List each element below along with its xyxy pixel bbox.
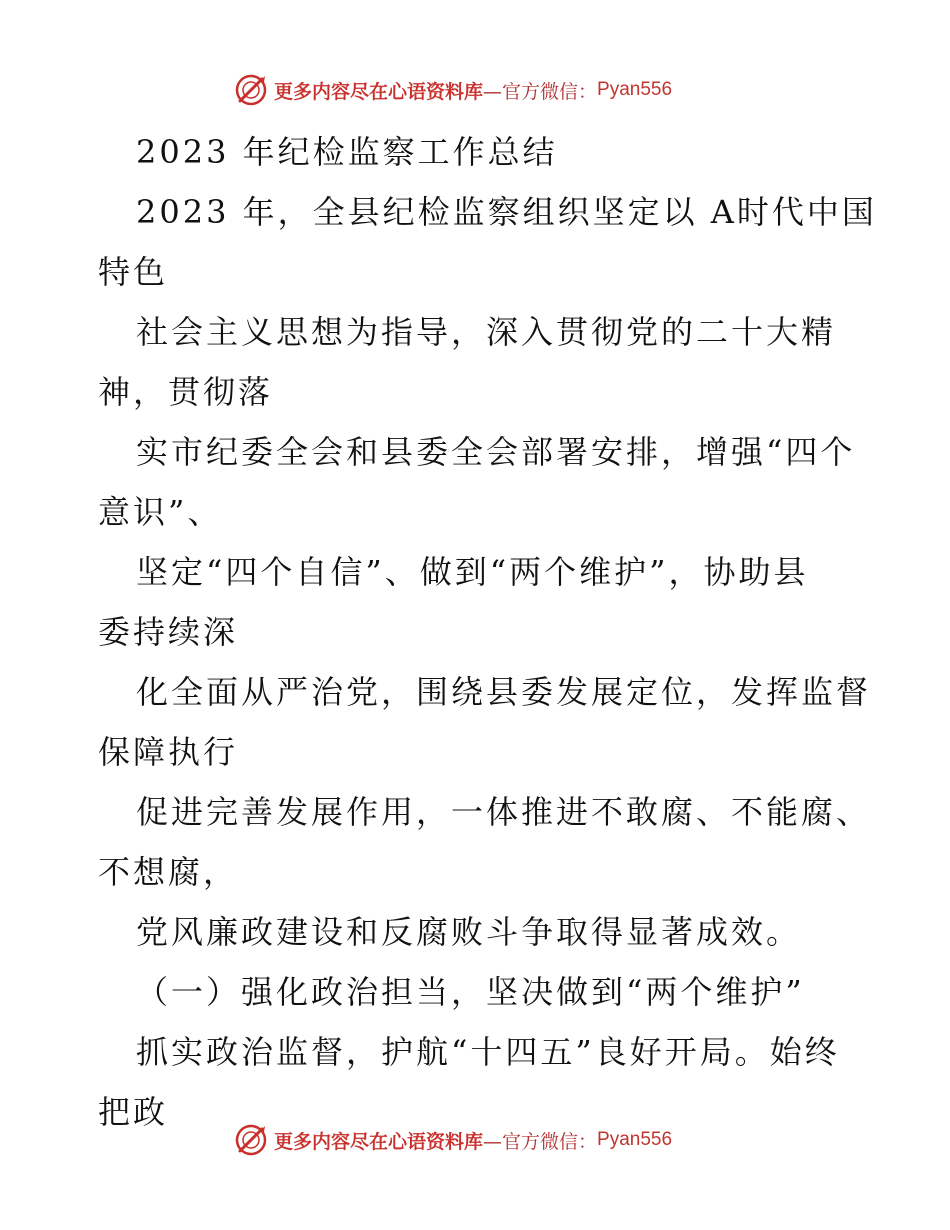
document-body xyxy=(98,122,877,1142)
document-line: 神，贯彻落 xyxy=(98,373,274,411)
document-line: 意识”、 xyxy=(98,493,223,531)
document-line: 坚定“四个自信”、做到“两个维护”，协助县 xyxy=(136,553,809,591)
document-line: 把政 xyxy=(98,1093,169,1131)
document-line: 化全面从严治党，围绕县委发展定位，发挥监督 xyxy=(136,673,872,711)
document-line: 2023 年纪检监察工作总结 xyxy=(136,133,558,171)
document-line: 促进完善发展作用，一体推进不敢腐、不能腐、 xyxy=(136,793,872,831)
document-line: 特色 xyxy=(98,253,169,291)
document-line: 委持续深 xyxy=(98,613,239,651)
document-line: 不想腐， xyxy=(98,853,239,891)
watermark-main-text: 更多内容尽在心语资料库 xyxy=(274,1130,484,1153)
watermark-handle-text: Pyan556 xyxy=(597,79,673,100)
watermark-main-text: 更多内容尽在心语资料库 xyxy=(274,80,484,103)
brush-logo-icon xyxy=(234,1123,268,1157)
document-line: 2023 年，全县纪检监察组织坚定以 A时代中国 xyxy=(136,193,877,231)
watermark-handle-text: Pyan556 xyxy=(597,1129,673,1150)
document-line: （一）强化政治担当，坚决做到“两个维护” xyxy=(136,973,805,1011)
watermark-footer xyxy=(234,1120,754,1160)
document-line: 抓实政治监督，护航“十四五”良好开局。始终 xyxy=(136,1033,840,1071)
document-line: 实市纪委全会和县委全会部署安排，增强“四个 xyxy=(136,433,856,471)
document-line: 保障执行 xyxy=(98,733,239,771)
document-line: 社会主义思想为指导，深入贯彻党的二十大精 xyxy=(136,313,837,351)
watermark-separator-text: —官方微信： xyxy=(483,80,598,103)
brush-logo-icon xyxy=(234,73,268,107)
watermark-header xyxy=(234,70,754,110)
watermark-separator-text: —官方微信： xyxy=(483,1130,598,1153)
document-line: 党风廉政建设和反腐败斗争取得显著成效。 xyxy=(136,913,802,951)
